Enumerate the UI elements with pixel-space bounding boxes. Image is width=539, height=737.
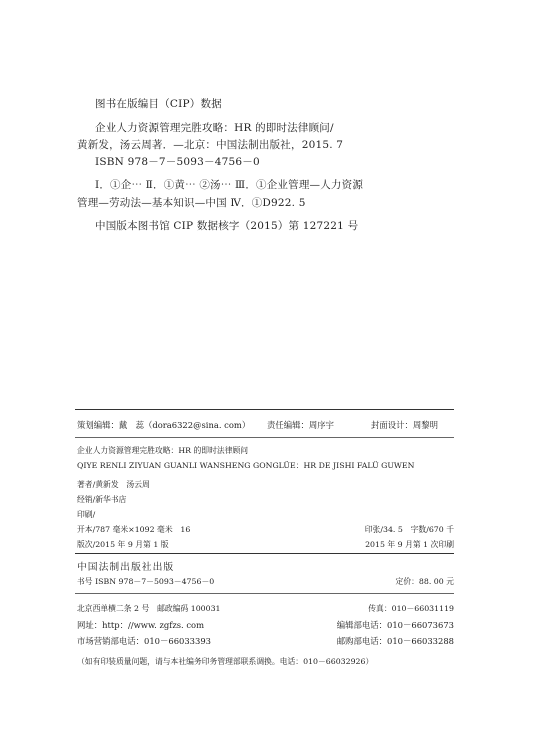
- book-title-pinyin: QIYE RENLI ZIYUAN GUANLI WANSHENG GONGLÜE：HR DE JISHI FALÜ GUWEN: [77, 461, 415, 470]
- cip-line-subjects: 管理—劳动法—基本知识—中国 Ⅳ．①D922. 5: [77, 197, 306, 209]
- publisher-address: 北京西单横二条 2 号 邮政编码 100031: [77, 604, 221, 613]
- mail-order-phone: 邮购部电话：010－66033288: [336, 636, 454, 646]
- designer-credit: 封面设计：周黎明: [371, 420, 438, 430]
- middle-divider: [75, 553, 454, 554]
- book-distributor: 经销/新华书店: [77, 495, 127, 504]
- cip-line-title: 企业人力资源管理完胜攻略：HR 的即时法律顾问/: [95, 122, 334, 134]
- publisher-isbn: 书号 ISBN 978－7－5093－4756－0: [77, 577, 215, 586]
- top-divider: [75, 409, 454, 410]
- cip-line-authors: 黄新发，汤云周著．—北京：中国法制出版社，2015. 7: [77, 139, 344, 151]
- publisher-name: 中国法制出版社出版: [77, 562, 175, 573]
- book-price: 定价：88. 00 元: [395, 577, 454, 586]
- publisher-fax: 传真：010－66031119: [368, 604, 454, 613]
- book-printer: 印刷/: [77, 510, 96, 519]
- cip-line-record-number: 中国版本图书馆 CIP 数据核字（2015）第 127221 号: [95, 220, 359, 232]
- marketing-phone: 市场营销部电话：010－66033393: [77, 636, 211, 646]
- publisher-website: 网址：http：//www. zgfzs. com: [77, 620, 205, 630]
- quality-notice: （如有印装质量问题，请与本社编务印务管理部联系调换。电话：010－66032926）: [77, 657, 374, 666]
- cip-line-classification: Ⅰ．①企⋯ Ⅱ．①黄⋯ ②汤⋯ Ⅲ．①企业管理—人力资源: [95, 179, 364, 191]
- contact-divider: [75, 593, 454, 594]
- book-title-cn: 企业人力资源管理完胜攻略：HR 的即时法律顾问: [77, 446, 249, 455]
- cip-heading: 图书在版编目（CIP）数据: [95, 98, 222, 110]
- planner-credit: 策划编辑：戴 蕊（dora6322@sina. com）: [77, 420, 251, 430]
- book-edition: 版次/2015 年 9 月第 1 版: [77, 540, 169, 549]
- book-sheets: 印张/34. 5 字数/670 千: [364, 525, 454, 534]
- credits-divider: [75, 437, 454, 438]
- cip-line-isbn: ISBN 978－7－5093－4756－0: [95, 156, 260, 168]
- editorial-phone: 编辑部电话：010－66073673: [336, 620, 454, 630]
- book-authors: 著者/黄新发 汤云周: [77, 480, 150, 489]
- book-printing: 2015 年 9 月第 1 次印刷: [365, 540, 454, 549]
- editor-credit: 责任编辑：周序宇: [267, 420, 334, 430]
- book-format: 开本/787 毫米×1092 毫米 16: [77, 525, 191, 534]
